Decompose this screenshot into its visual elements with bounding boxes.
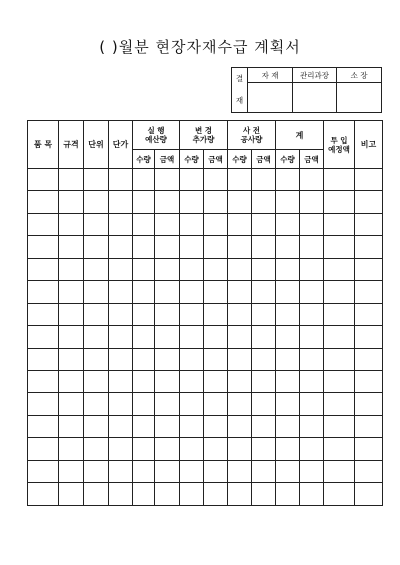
cell-unit[interactable] [84, 370, 109, 392]
subheader-qty: 수량 [228, 150, 252, 169]
cell-exec-amount[interactable] [155, 393, 180, 415]
cell-input[interactable] [324, 258, 355, 280]
cell-remarks[interactable] [355, 348, 383, 370]
header-price: 단가 [109, 121, 133, 169]
cell-spec[interactable] [59, 169, 84, 191]
cell-prior-qty[interactable] [228, 438, 252, 460]
cell-unit[interactable] [84, 438, 109, 460]
cell-input[interactable] [324, 303, 355, 325]
cell-price[interactable] [109, 348, 133, 370]
cell-total-amount[interactable] [300, 281, 324, 303]
document-title: ( )월분 현장자재수급 계획서 [99, 38, 301, 56]
cell-price[interactable] [109, 415, 133, 437]
cell-spec[interactable] [59, 370, 84, 392]
cell-total-amount[interactable] [300, 348, 324, 370]
cell-price[interactable] [109, 191, 133, 213]
cell-item[interactable] [28, 236, 59, 258]
cell-exec-qty[interactable] [133, 303, 155, 325]
cell-prior-qty[interactable] [228, 169, 252, 191]
cell-total-qty[interactable] [276, 483, 300, 505]
cell-input[interactable] [324, 460, 355, 482]
table-body [28, 169, 383, 506]
cell-exec-qty[interactable] [133, 438, 155, 460]
cell-unit[interactable] [84, 303, 109, 325]
cell-change-amount[interactable] [204, 169, 228, 191]
header-remarks: 비고 [355, 121, 383, 169]
cell-prior-amount[interactable] [252, 393, 276, 415]
cell-exec-amount[interactable] [155, 303, 180, 325]
cell-input[interactable] [324, 438, 355, 460]
cell-price[interactable] [109, 281, 133, 303]
cell-prior-amount[interactable] [252, 191, 276, 213]
cell-spec[interactable] [59, 213, 84, 235]
cell-spec[interactable] [59, 191, 84, 213]
cell-input[interactable] [324, 281, 355, 303]
cell-total-amount[interactable] [300, 460, 324, 482]
cell-remarks[interactable] [355, 483, 383, 505]
header-exec-budget [133, 121, 180, 150]
cell-change-qty[interactable] [180, 236, 204, 258]
cell-total-qty[interactable] [276, 169, 300, 191]
cell-spec[interactable] [59, 348, 84, 370]
cell-total-qty[interactable] [276, 370, 300, 392]
cell-change-amount[interactable] [204, 415, 228, 437]
cell-unit[interactable] [84, 326, 109, 348]
cell-change-qty[interactable] [180, 460, 204, 482]
cell-change-qty[interactable] [180, 483, 204, 505]
subheader-qty: 수량 [276, 150, 300, 169]
header-exec-budget-line1: 실 행 [147, 126, 165, 135]
cell-input[interactable] [324, 213, 355, 235]
cell-prior-qty[interactable] [228, 348, 252, 370]
approval-role-material: 자 재 [248, 68, 293, 83]
cell-unit[interactable] [84, 191, 109, 213]
cell-spec[interactable] [59, 483, 84, 505]
cell-total-amount[interactable] [300, 393, 324, 415]
cell-input[interactable] [324, 370, 355, 392]
cell-total-qty[interactable] [276, 415, 300, 437]
cell-total-qty[interactable] [276, 326, 300, 348]
cell-remarks[interactable] [355, 236, 383, 258]
cell-total-amount[interactable] [300, 258, 324, 280]
cell-exec-amount[interactable] [155, 415, 180, 437]
cell-exec-amount[interactable] [155, 281, 180, 303]
cell-total-amount[interactable] [300, 303, 324, 325]
approval-label-bottom: 재 [235, 96, 244, 105]
cell-total-qty[interactable] [276, 348, 300, 370]
header-change-line1: 변 경 [194, 126, 213, 135]
cell-prior-amount[interactable] [252, 483, 276, 505]
cell-total-qty[interactable] [276, 460, 300, 482]
header-change [180, 121, 228, 150]
cell-change-amount[interactable] [204, 348, 228, 370]
approval-sign-manager[interactable] [293, 83, 337, 113]
table-row [28, 236, 383, 258]
cell-change-qty[interactable] [180, 303, 204, 325]
cell-change-amount[interactable] [204, 460, 228, 482]
cell-change-amount[interactable] [204, 438, 228, 460]
cell-total-qty[interactable] [276, 191, 300, 213]
cell-remarks[interactable] [355, 191, 383, 213]
cell-remarks[interactable] [355, 213, 383, 235]
cell-prior-amount[interactable] [252, 370, 276, 392]
cell-prior-qty[interactable] [228, 460, 252, 482]
approval-role-director: 소 장 [337, 68, 382, 83]
cell-change-qty[interactable] [180, 169, 204, 191]
cell-exec-qty[interactable] [133, 460, 155, 482]
cell-input[interactable] [324, 169, 355, 191]
cell-item[interactable] [28, 348, 59, 370]
header-input-line2: 예정액 [328, 144, 350, 154]
cell-unit[interactable] [84, 258, 109, 280]
cell-item[interactable] [28, 281, 59, 303]
cell-total-amount[interactable] [300, 415, 324, 437]
table-row [28, 213, 383, 235]
cell-unit[interactable] [84, 213, 109, 235]
cell-change-amount[interactable] [204, 303, 228, 325]
cell-remarks[interactable] [355, 326, 383, 348]
cell-prior-qty[interactable] [228, 326, 252, 348]
cell-total-amount[interactable] [300, 169, 324, 191]
cell-prior-amount[interactable] [252, 460, 276, 482]
cell-spec[interactable] [59, 415, 84, 437]
header-prior [228, 121, 276, 150]
cell-total-qty[interactable] [276, 393, 300, 415]
header-prior-line1: 사 전 [242, 126, 261, 135]
cell-item[interactable] [28, 370, 59, 392]
cell-prior-amount[interactable] [252, 326, 276, 348]
cell-item[interactable] [28, 438, 59, 460]
cell-exec-amount[interactable] [155, 483, 180, 505]
cell-total-amount[interactable] [300, 236, 324, 258]
cell-remarks[interactable] [355, 303, 383, 325]
cell-total-qty[interactable] [276, 438, 300, 460]
cell-total-amount[interactable] [300, 483, 324, 505]
subheader-amount: 금액 [155, 150, 180, 169]
cell-exec-amount[interactable] [155, 326, 180, 348]
table-row [28, 393, 383, 415]
cell-total-amount[interactable] [300, 370, 324, 392]
header-input-line1: 투 입 [330, 135, 348, 145]
cell-exec-amount[interactable] [155, 438, 180, 460]
cell-spec[interactable] [59, 258, 84, 280]
cell-prior-qty[interactable] [228, 236, 252, 258]
cell-change-amount[interactable] [204, 370, 228, 392]
cell-change-qty[interactable] [180, 213, 204, 235]
cell-prior-amount[interactable] [252, 438, 276, 460]
cell-prior-qty[interactable] [228, 281, 252, 303]
cell-change-qty[interactable] [180, 258, 204, 280]
cell-total-amount[interactable] [300, 438, 324, 460]
cell-prior-amount[interactable] [252, 303, 276, 325]
cell-exec-qty[interactable] [133, 393, 155, 415]
subheader-amount: 금액 [252, 150, 276, 169]
cell-input[interactable] [324, 348, 355, 370]
cell-exec-qty[interactable] [133, 236, 155, 258]
cell-price[interactable] [109, 236, 133, 258]
cell-exec-amount[interactable] [155, 191, 180, 213]
approval-role-manager: 관리과장 [293, 68, 337, 83]
cell-change-amount[interactable] [204, 236, 228, 258]
cell-input[interactable] [324, 236, 355, 258]
cell-spec[interactable] [59, 393, 84, 415]
cell-exec-amount[interactable] [155, 169, 180, 191]
subheader-qty: 수량 [133, 150, 155, 169]
header-input [324, 121, 355, 169]
cell-total-amount[interactable] [300, 213, 324, 235]
cell-exec-qty[interactable] [133, 415, 155, 437]
cell-item[interactable] [28, 326, 59, 348]
cell-change-qty[interactable] [180, 326, 204, 348]
cell-exec-qty[interactable] [133, 483, 155, 505]
cell-remarks[interactable] [355, 393, 383, 415]
cell-input[interactable] [324, 326, 355, 348]
table-row [28, 326, 383, 348]
cell-unit[interactable] [84, 169, 109, 191]
cell-change-amount[interactable] [204, 213, 228, 235]
cell-change-amount[interactable] [204, 326, 228, 348]
cell-input[interactable] [324, 393, 355, 415]
cell-price[interactable] [109, 213, 133, 235]
cell-prior-amount[interactable] [252, 258, 276, 280]
cell-exec-qty[interactable] [133, 169, 155, 191]
cell-total-qty[interactable] [276, 236, 300, 258]
table-row [28, 483, 383, 505]
cell-remarks[interactable] [355, 460, 383, 482]
cell-exec-qty[interactable] [133, 326, 155, 348]
cell-spec[interactable] [59, 438, 84, 460]
cell-spec[interactable] [59, 326, 84, 348]
table-row [28, 303, 383, 325]
cell-unit[interactable] [84, 393, 109, 415]
table-row [28, 415, 383, 437]
cell-prior-amount[interactable] [252, 348, 276, 370]
cell-exec-amount[interactable] [155, 258, 180, 280]
cell-prior-qty[interactable] [228, 213, 252, 235]
cell-price[interactable] [109, 169, 133, 191]
cell-total-amount[interactable] [300, 191, 324, 213]
cell-item[interactable] [28, 169, 59, 191]
cell-input[interactable] [324, 191, 355, 213]
cell-item[interactable] [28, 393, 59, 415]
cell-exec-amount[interactable] [155, 370, 180, 392]
subheader-amount: 금액 [204, 150, 228, 169]
approval-label-top: 결 [235, 74, 244, 83]
cell-price[interactable] [109, 483, 133, 505]
cell-price[interactable] [109, 326, 133, 348]
header-item: 품 목 [28, 121, 59, 169]
cell-change-amount[interactable] [204, 191, 228, 213]
cell-prior-qty[interactable] [228, 303, 252, 325]
cell-prior-amount[interactable] [252, 213, 276, 235]
cell-exec-amount[interactable] [155, 460, 180, 482]
cell-price[interactable] [109, 258, 133, 280]
table-row [28, 348, 383, 370]
cell-exec-qty[interactable] [133, 370, 155, 392]
cell-spec[interactable] [59, 236, 84, 258]
cell-total-qty[interactable] [276, 281, 300, 303]
cell-prior-qty[interactable] [228, 370, 252, 392]
cell-change-qty[interactable] [180, 348, 204, 370]
cell-total-qty[interactable] [276, 303, 300, 325]
cell-total-qty[interactable] [276, 213, 300, 235]
table-row [28, 281, 383, 303]
table-row [28, 169, 383, 191]
header-unit: 단위 [84, 121, 109, 169]
cell-prior-amount[interactable] [252, 169, 276, 191]
cell-input[interactable] [324, 415, 355, 437]
cell-change-amount[interactable] [204, 393, 228, 415]
cell-item[interactable] [28, 483, 59, 505]
cell-change-qty[interactable] [180, 191, 204, 213]
cell-prior-qty[interactable] [228, 191, 252, 213]
cell-exec-qty[interactable] [133, 281, 155, 303]
cell-unit[interactable] [84, 348, 109, 370]
cell-item[interactable] [28, 303, 59, 325]
cell-item[interactable] [28, 460, 59, 482]
table-row [28, 191, 383, 213]
cell-prior-amount[interactable] [252, 415, 276, 437]
cell-exec-qty[interactable] [133, 348, 155, 370]
cell-price[interactable] [109, 370, 133, 392]
cell-remarks[interactable] [355, 281, 383, 303]
cell-price[interactable] [109, 303, 133, 325]
cell-change-qty[interactable] [180, 393, 204, 415]
cell-price[interactable] [109, 460, 133, 482]
approval-sign-material[interactable] [248, 83, 293, 113]
cell-remarks[interactable] [355, 438, 383, 460]
cell-prior-amount[interactable] [252, 281, 276, 303]
header-prior-line2: 공사량 [240, 135, 263, 144]
table-row [28, 460, 383, 482]
cell-exec-qty[interactable] [133, 258, 155, 280]
cell-exec-qty[interactable] [133, 191, 155, 213]
header-change-line2: 추가량 [192, 135, 215, 144]
cell-remarks[interactable] [355, 415, 383, 437]
cell-change-amount[interactable] [204, 258, 228, 280]
cell-remarks[interactable] [355, 370, 383, 392]
cell-prior-qty[interactable] [228, 415, 252, 437]
cell-remarks[interactable] [355, 169, 383, 191]
cell-exec-qty[interactable] [133, 213, 155, 235]
cell-exec-amount[interactable] [155, 213, 180, 235]
header-total: 계 [276, 121, 324, 150]
cell-spec[interactable] [59, 281, 84, 303]
cell-price[interactable] [109, 438, 133, 460]
supply-plan-table [27, 120, 383, 506]
cell-item[interactable] [28, 415, 59, 437]
header-exec-budget-line2: 예산량 [145, 135, 167, 144]
approval-sign-director[interactable] [337, 83, 382, 113]
cell-unit[interactable] [84, 483, 109, 505]
approval-label [232, 68, 248, 113]
cell-change-qty[interactable] [180, 415, 204, 437]
cell-total-qty[interactable] [276, 258, 300, 280]
cell-remarks[interactable] [355, 258, 383, 280]
table-row [28, 438, 383, 460]
cell-prior-qty[interactable] [228, 483, 252, 505]
cell-change-amount[interactable] [204, 483, 228, 505]
subheader-amount: 금액 [300, 150, 324, 169]
approval-box [231, 67, 382, 113]
table-row [28, 258, 383, 280]
cell-spec[interactable] [59, 303, 84, 325]
cell-item[interactable] [28, 258, 59, 280]
subheader-qty: 수량 [180, 150, 204, 169]
header-spec: 규격 [59, 121, 84, 169]
cell-change-amount[interactable] [204, 281, 228, 303]
cell-price[interactable] [109, 393, 133, 415]
cell-change-qty[interactable] [180, 438, 204, 460]
cell-total-amount[interactable] [300, 326, 324, 348]
cell-item[interactable] [28, 191, 59, 213]
cell-unit[interactable] [84, 460, 109, 482]
cell-input[interactable] [324, 483, 355, 505]
cell-prior-qty[interactable] [228, 393, 252, 415]
cell-exec-amount[interactable] [155, 348, 180, 370]
table-row [28, 370, 383, 392]
cell-exec-amount[interactable] [155, 236, 180, 258]
cell-change-qty[interactable] [180, 370, 204, 392]
cell-unit[interactable] [84, 281, 109, 303]
cell-item[interactable] [28, 213, 59, 235]
cell-prior-qty[interactable] [228, 258, 252, 280]
cell-unit[interactable] [84, 415, 109, 437]
cell-unit[interactable] [84, 236, 109, 258]
cell-change-qty[interactable] [180, 281, 204, 303]
cell-spec[interactable] [59, 460, 84, 482]
cell-prior-amount[interactable] [252, 236, 276, 258]
